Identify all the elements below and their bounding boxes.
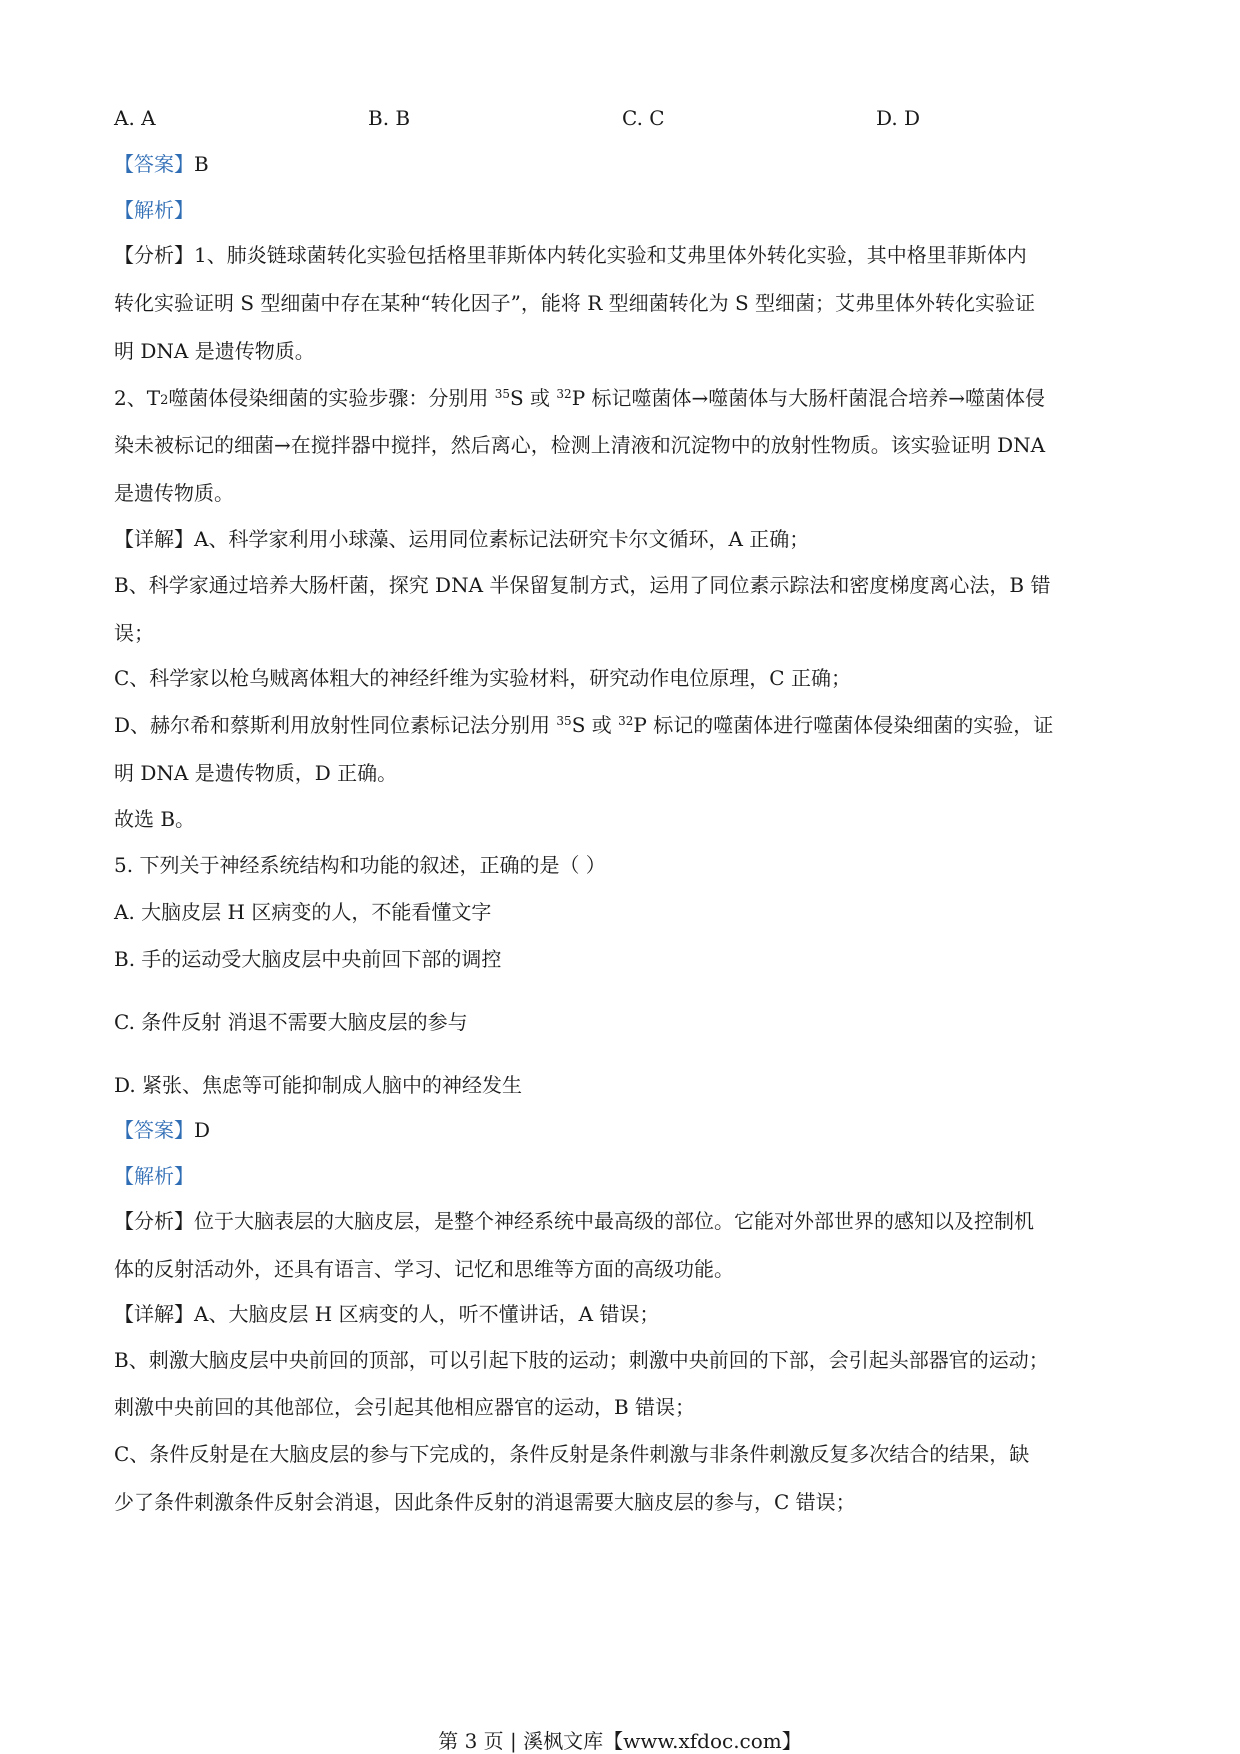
q4-options-row <box>114 104 1134 132</box>
q5-xiangjie-b-line-2: 刺激中央前回的其他部位，会引起其他相应器官的运动，B 错误； <box>114 1395 696 1419</box>
q5-stem: 5. 下列关于神经系统结构和功能的叙述，正确的是（ ） <box>114 853 606 877</box>
q4-fenxi-line-5: 染未被标记的细菌→在搅拌器中搅拌，然后离心，检测上清液和沉淀物中的放射性物质。该实验证明 DNA <box>114 433 1046 457</box>
xiangjie-tag: 【详解】 <box>114 1302 194 1326</box>
q5-option-b: B. 手的运动受大脑皮层中央前回下部的调控 <box>114 947 502 971</box>
subscript: 2 <box>160 393 169 408</box>
q4-fenxi-line-1 <box>114 241 1134 269</box>
q4-fenxi-line-3: 明 DNA 是遗传物质。 <box>114 339 315 363</box>
q4-answer <box>114 150 1134 178</box>
superscript: 32 <box>618 714 634 728</box>
text-run: D、赫尔希和蔡斯利用放射性同位素标记法分别用 <box>114 713 557 737</box>
text-run: 位于大脑表层的大脑皮层，是整个神经系统中最高级的部位。它能对外部世界的感知以及控制机 <box>194 1209 1034 1233</box>
q4-xiangjie-d-line-1 <box>114 711 1134 739</box>
q5-xiangjie-c-line-2: 少了条件刺激条件反射会消退，因此条件反射的消退需要大脑皮层的参与，C 错误； <box>114 1490 856 1514</box>
answer-value: D <box>194 1118 211 1142</box>
q5-jiexi-heading: 【解析】 <box>114 1164 194 1188</box>
q4-xiangjie-b-line-2: 误； <box>114 621 154 645</box>
text-run: 1、肺炎链球菌转化实验包括格里菲斯体内转化实验和艾弗里体外转化实验，其中格里菲斯体内 <box>194 243 1027 267</box>
answer-value: B <box>194 152 209 176</box>
q5-fenxi-line-1 <box>114 1207 1134 1235</box>
page-footer: 第 3 页 | 溪枫文库【www.xfdoc.com】 <box>438 1729 802 1753</box>
xiangjie-tag: 【详解】 <box>114 527 194 551</box>
q5-xiangjie-a <box>114 1300 1134 1328</box>
text-run: S 或 <box>510 386 557 410</box>
q5-xiangjie-c-line-1: C、条件反射是在大脑皮层的参与下完成的，条件反射是条件刺激与非条件刺激反复多次结合的结果，缺 <box>114 1442 1030 1466</box>
text-run: S 或 <box>571 713 619 737</box>
fenxi-tag: 【分析】 <box>114 1209 194 1233</box>
q4-fenxi-line-6: 是遗传物质。 <box>114 481 234 505</box>
text-run: A、科学家利用小球藻、运用同位素标记法研究卡尔文循环，A 正确； <box>194 527 810 551</box>
q5-option-a: A. 大脑皮层 H 区病变的人，不能看懂文字 <box>114 900 492 924</box>
q4-fenxi-line-2: 转化实验证明 S 型细菌中存在某种“转化因子”，能将 R 型细菌转化为 S 型细菌；艾弗里体外转化实验证 <box>114 291 1036 315</box>
superscript: 35 <box>494 387 510 401</box>
q4-option-b: B. B <box>368 106 411 130</box>
q4-option-a: A. A <box>114 106 156 130</box>
q5-answer <box>114 1116 1134 1144</box>
text-run: 噬菌体侵染细菌的实验步骤：分别用 <box>168 386 495 410</box>
q5-xiangjie-b-line-1: B、刺激大脑皮层中央前回的顶部，可以引起下肢的运动；刺激中央前回的下部，会引起头部器官的运动； <box>114 1348 1049 1372</box>
text-run: 2、T <box>114 386 161 410</box>
q4-conclusion: 故选 B。 <box>114 807 196 831</box>
q4-xiangjie-b-line-1: B、科学家通过培养大肠杆菌，探究 DNA 半保留复制方式，运用了同位素示踪法和密度梯度离心法，B 错 <box>114 573 1051 597</box>
q4-xiangjie-a <box>114 525 1134 553</box>
q4-xiangjie-c: C、科学家以枪乌贼离体粗大的神经纤维为实验材料，研究动作电位原理，C 正确； <box>114 666 851 690</box>
text-run: A、大脑皮层 H 区病变的人，听不懂讲话，A 错误； <box>194 1302 660 1326</box>
q5-fenxi-line-2: 体的反射活动外，还具有语言、学习、记忆和思维等方面的高级功能。 <box>114 1257 734 1281</box>
q5-option-d: D. 紧张、焦虑等可能抑制成人脑中的神经发生 <box>114 1073 523 1097</box>
superscript: 32 <box>556 387 572 401</box>
text-run: P 标记的噬菌体进行噬菌体侵染细菌的实验，证 <box>633 713 1054 737</box>
superscript: 35 <box>556 714 572 728</box>
q4-xiangjie-d-line-2: 明 DNA 是遗传物质，D 正确。 <box>114 761 398 785</box>
q4-fenxi-line-4 <box>114 384 1134 412</box>
answer-tag: 【答案】 <box>114 1118 194 1142</box>
fenxi-tag: 【分析】 <box>114 243 194 267</box>
q4-option-c: C. C <box>622 106 665 130</box>
q5-option-c: C. 条件反射 消退不需要大脑皮层的参与 <box>114 1010 468 1034</box>
text-run: P 标记噬菌体→噬菌体与大肠杆菌混合培养→噬菌体侵 <box>571 386 1046 410</box>
q4-jiexi-heading: 【解析】 <box>114 198 194 222</box>
answer-tag: 【答案】 <box>114 152 194 176</box>
q4-option-d: D. D <box>876 106 921 130</box>
